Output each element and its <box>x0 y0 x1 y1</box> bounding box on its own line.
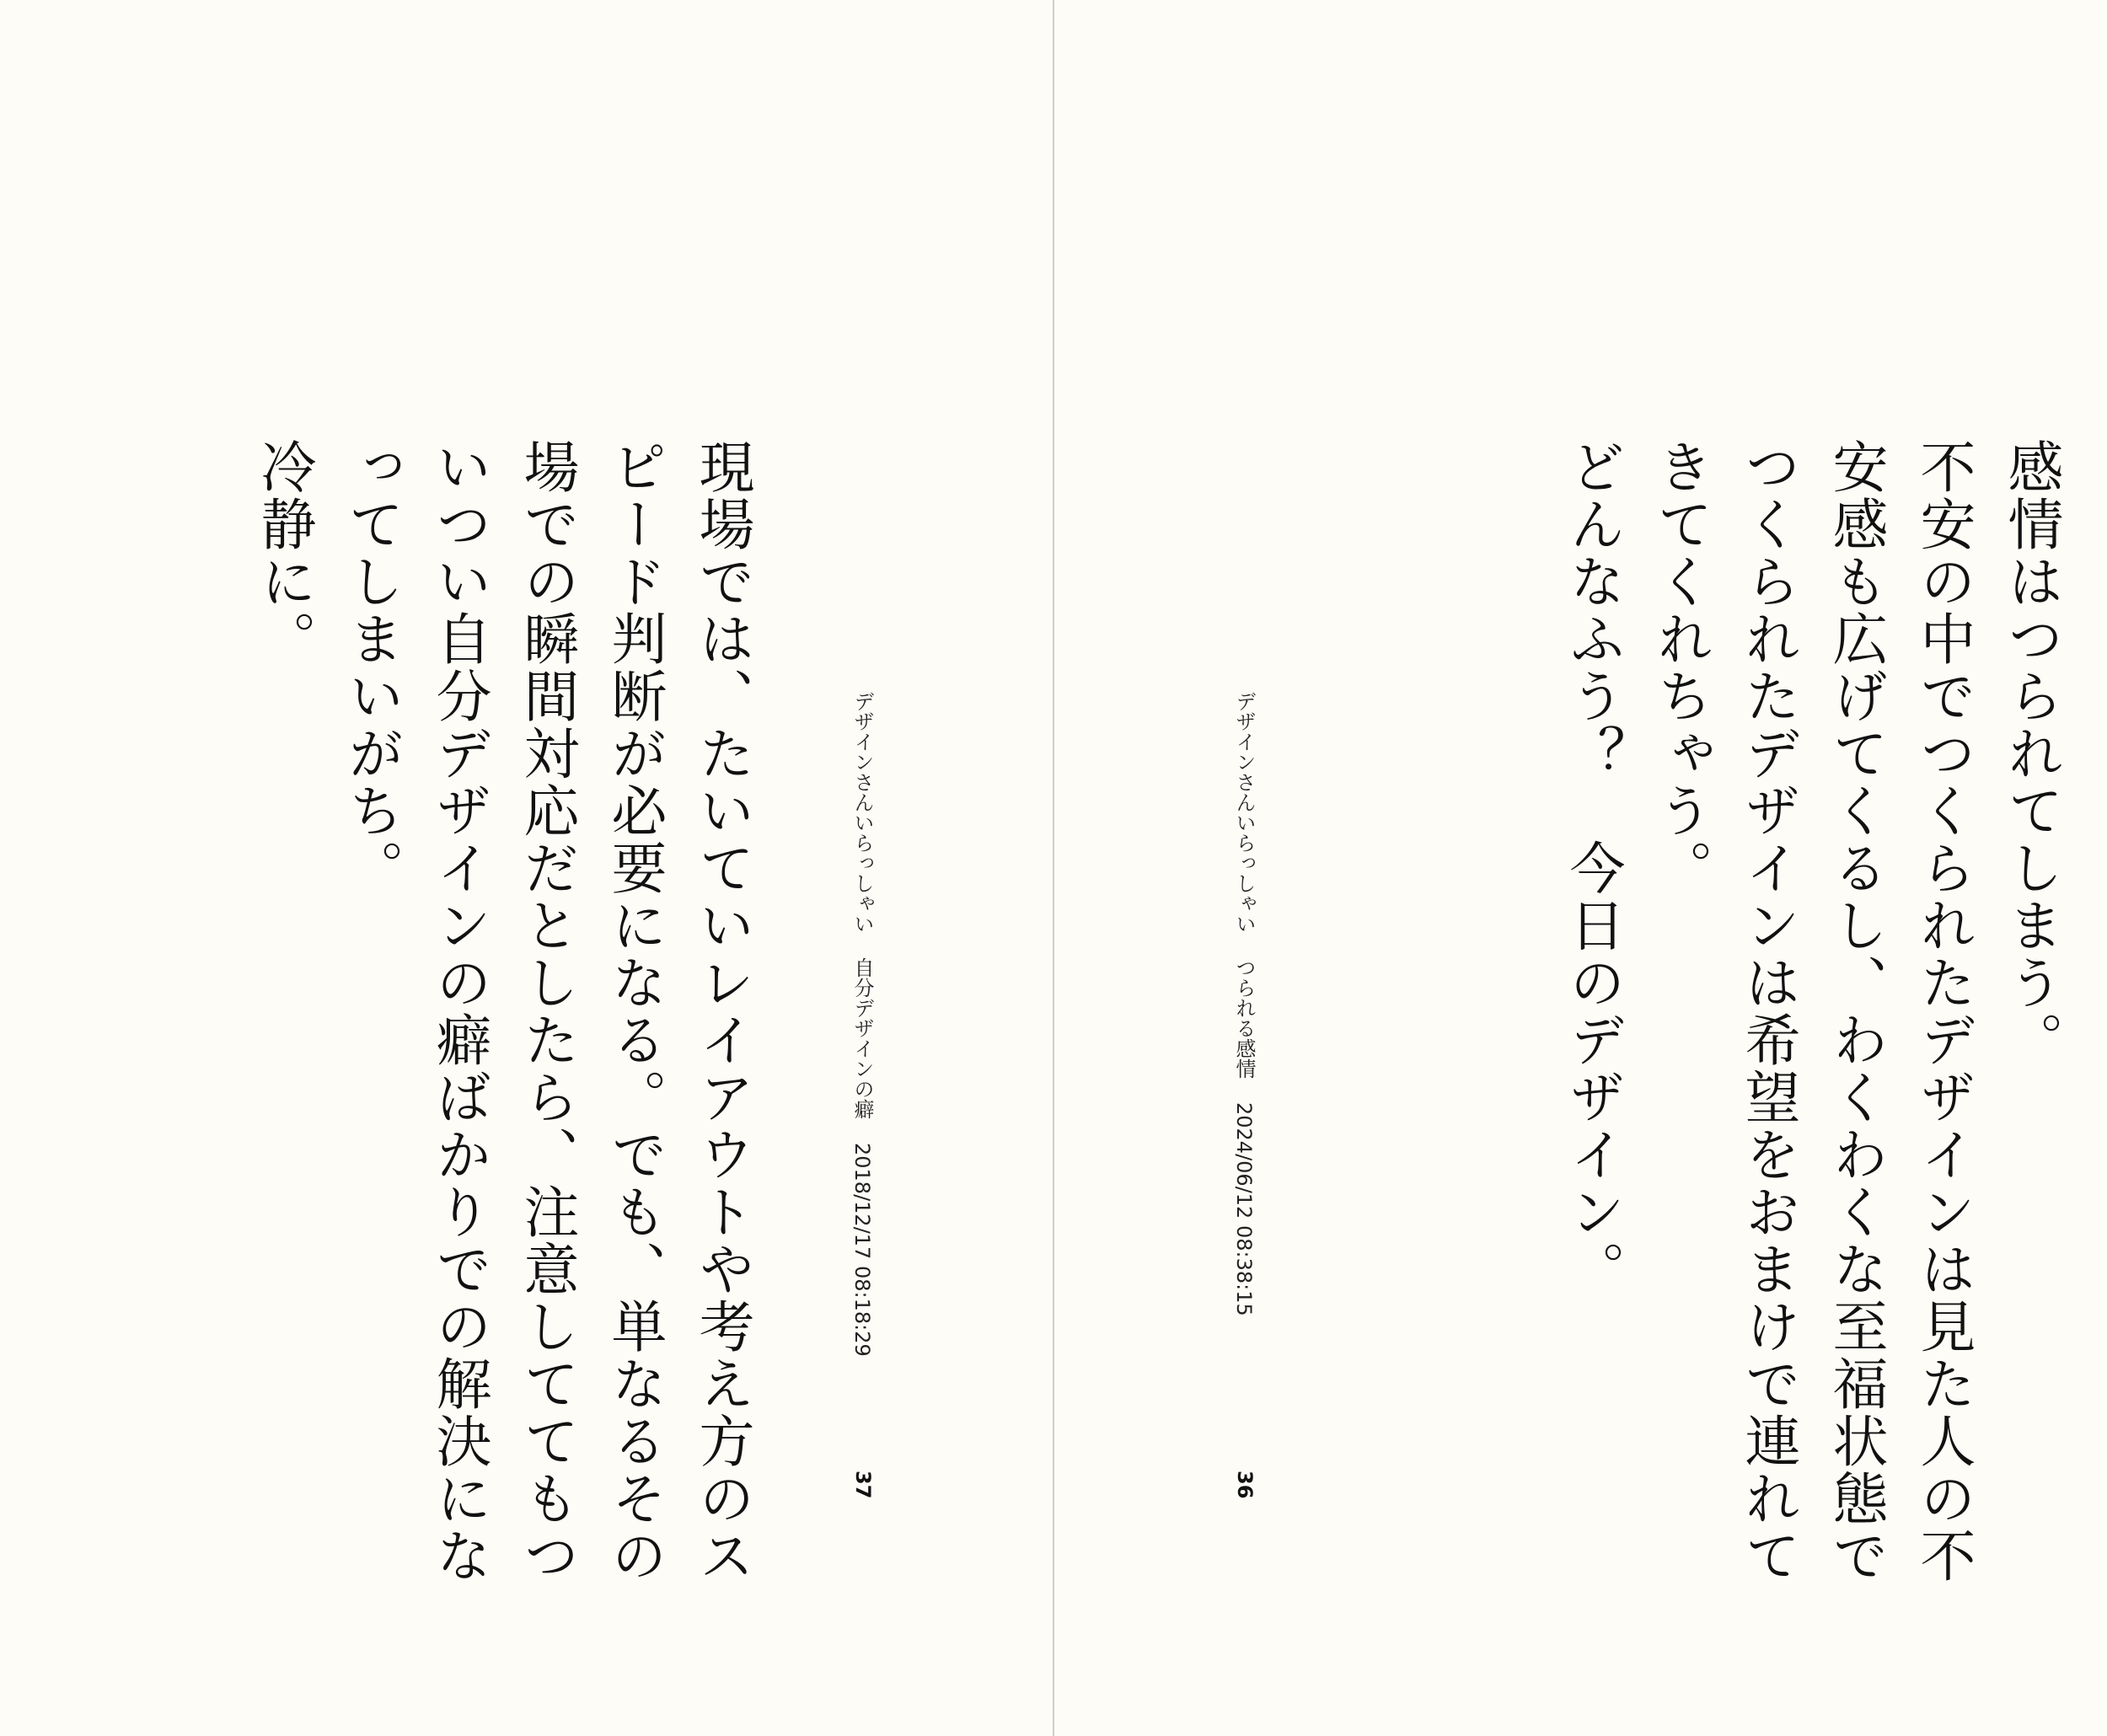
timestamp: 2024/06/12 08:38:15 <box>1232 1102 1256 1316</box>
right-page <box>1054 0 2107 1736</box>
section-title: 自分デザインの癖 <box>850 957 874 1119</box>
page-number: 37 <box>851 1471 875 1499</box>
running-title: デザインさんいらっしゃい <box>850 691 874 934</box>
running-footer <box>1231 691 1257 1316</box>
body-text: 現場では、たいていレイアウトや考え方のス ピード判断が必要になる。でも、単なるその 場での瞬間対応だとしたら、注意しててもつ いつい自分デザインの癖ばかりでの解決にな ってしまいがち。 冷静に。 <box>251 438 754 1584</box>
section-title: つられる感情 <box>1232 957 1256 1079</box>
running-footer <box>850 691 875 1357</box>
page-number: 36 <box>1233 1471 1257 1499</box>
running-title: デザインさんいらっしゃい <box>1232 691 1256 934</box>
timestamp: 2018/12/17 08:18:29 <box>850 1143 874 1357</box>
left-page <box>0 0 1053 1736</box>
body-text: 感情はつられてしまう。 不安の中でつくられたデザインは見た人の不 安感も広げてくるし、わくわくな至福状態で つくられたデザインは希望をおまけで連れて きてくれちゃう。 どんなふう？ 今日のデザイン。 <box>1560 438 2063 1584</box>
